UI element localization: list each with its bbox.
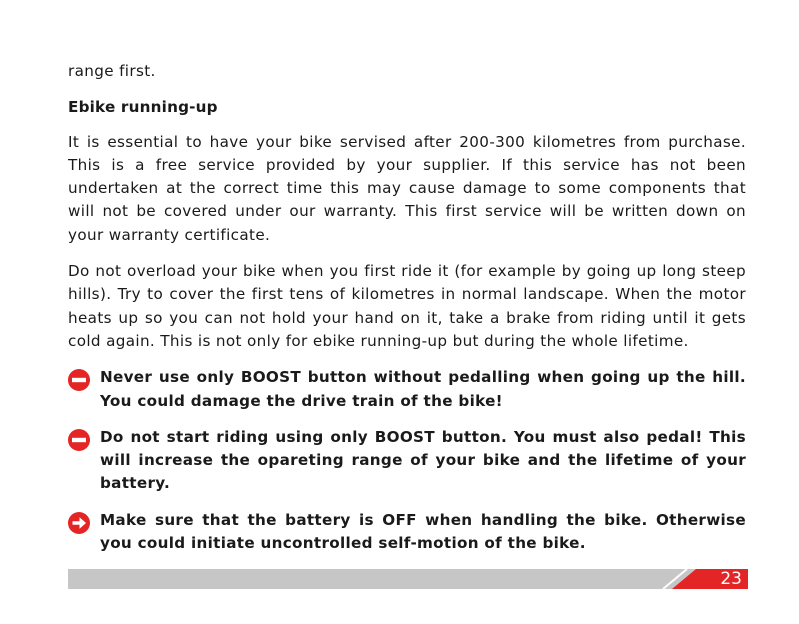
footer-bar	[68, 569, 748, 589]
warning-text: Do not start riding using only BOOST button. You must also pedal! This will increase the opareting range of your bike and the lifetime of your battery.	[100, 427, 746, 493]
arrow-right-icon	[68, 512, 90, 534]
paragraph-service: It is essential to have your bike servised after 200-300 kilometres from purchase. This is a free service provided by your supplier. If this service has not been undertaken at the correct time this may cause damage to some components that will not be covered under our warranty. This first service will be written down on your warranty certificate.	[68, 132, 746, 244]
page-footer	[68, 569, 748, 589]
no-entry-icon	[68, 429, 90, 451]
warning-item	[68, 426, 746, 496]
section-heading: Ebike running-up	[68, 98, 218, 117]
manual-page	[68, 60, 746, 568]
paragraph-overload: Do not overload your bike when you first ride it (for example by going up long steep hills). Try to cover the first tens of kilometres in normal landscape. When the motor heats up so you can not hold your hand on it, take a brake from riding until it gets cold again. This is not only for ebike running-up but during the whole lifetime.	[68, 262, 746, 350]
intro-line: range first.	[68, 62, 156, 80]
warning-text: Never use only BOOST button without pedalling when going up the hill. You could damage the drive train of the bike!	[100, 368, 746, 410]
warning-text: Make sure that the battery is OFF when handling the bike. Otherwise you could initiate uncontrolled self-motion of the bike.	[100, 510, 746, 553]
page-number: 23	[720, 569, 742, 589]
warning-item	[68, 509, 746, 556]
warning-item	[68, 366, 746, 413]
no-entry-icon	[68, 369, 90, 391]
